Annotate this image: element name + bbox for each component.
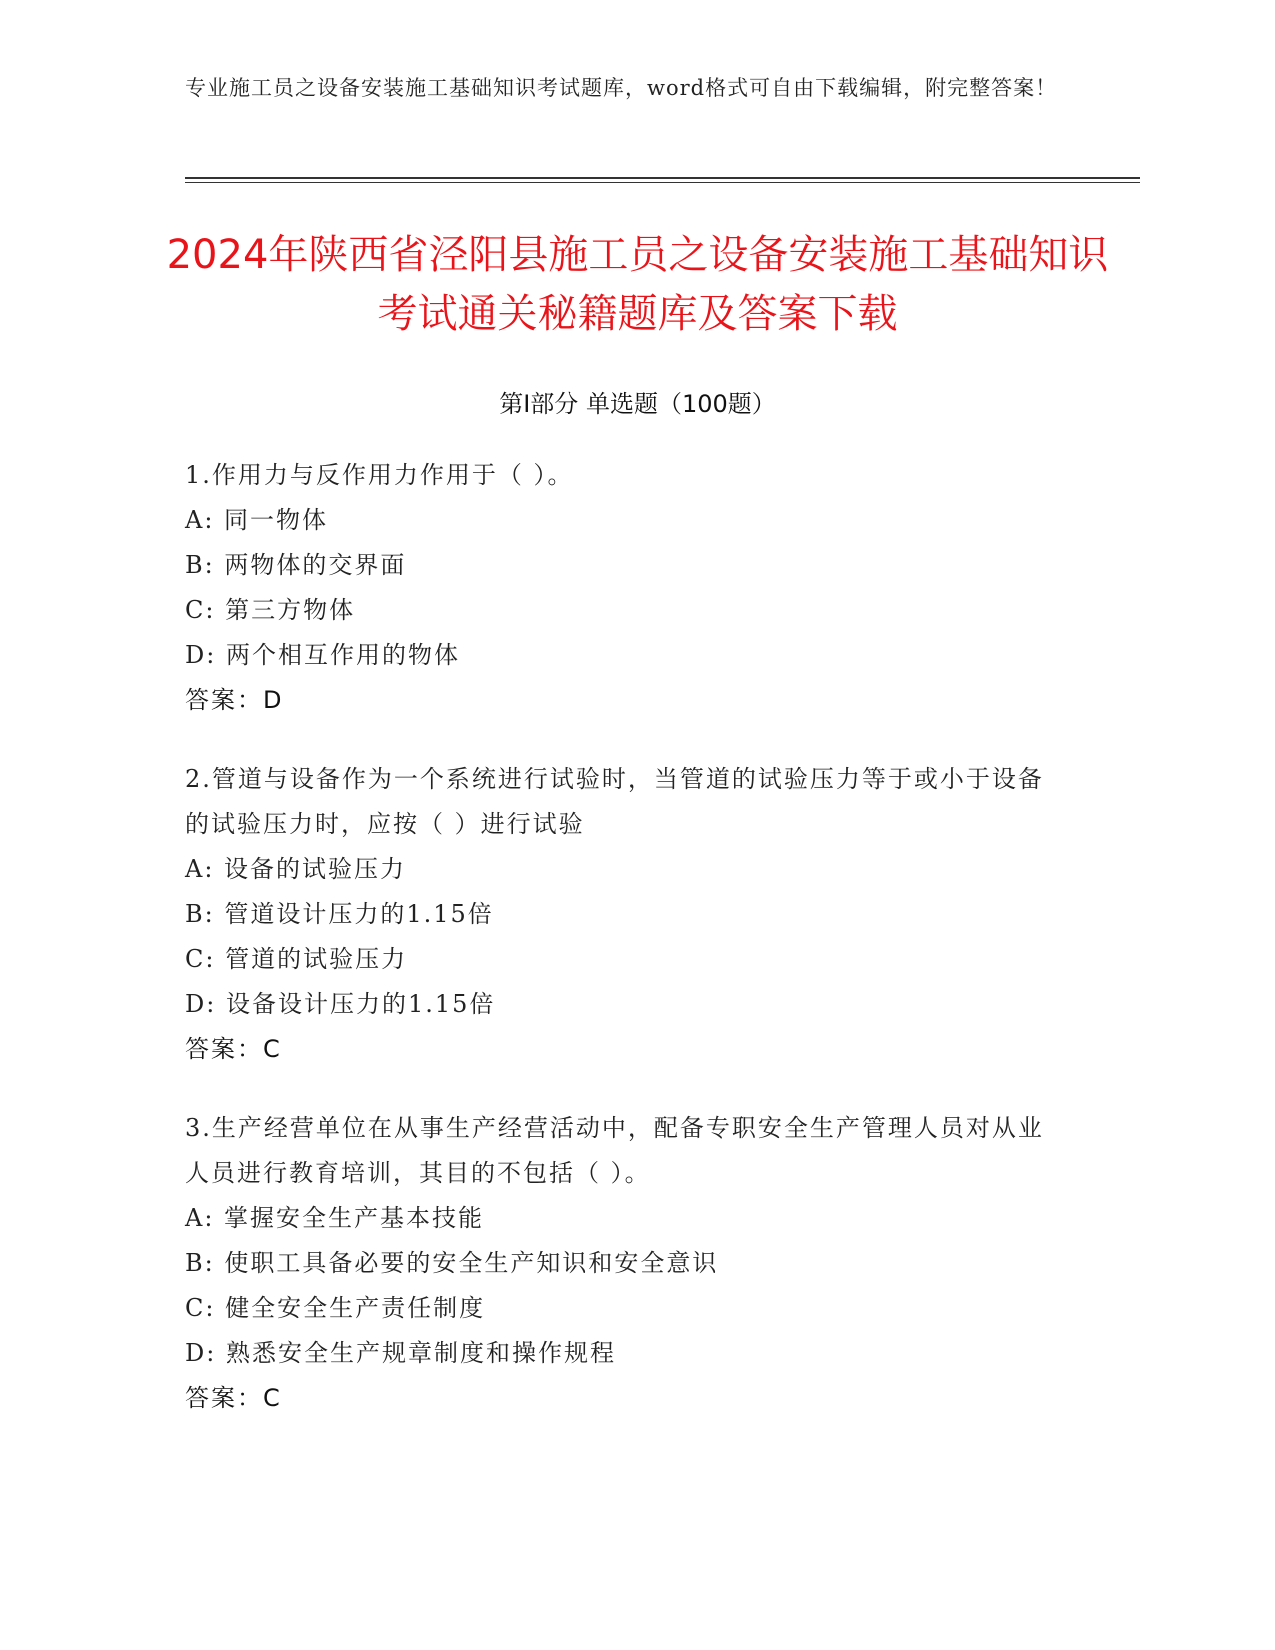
option-a: A: 掌握安全生产基本技能 (185, 1204, 485, 1232)
question-stem: 1.作用力与反作用力作用于（ ）。 (185, 461, 574, 489)
option-c: C: 健全安全生产责任制度 (185, 1294, 486, 1322)
question-2 (185, 757, 1065, 1072)
option-a: A: 设备的试验压力 (185, 855, 407, 883)
question-3 (185, 1106, 1065, 1421)
option-d: D: 设备设计压力的1.15倍 (185, 990, 496, 1018)
option-d: D: 两个相互作用的物体 (185, 641, 460, 669)
option-b: B: 两物体的交界面 (185, 551, 407, 579)
answer-value: C (263, 1035, 280, 1063)
option-c: C: 管道的试验压力 (185, 945, 408, 973)
answer-value: D (263, 686, 282, 714)
option-b: B: 使职工具备必要的安全生产知识和安全意识 (185, 1249, 719, 1277)
header-note: 专业施工员之设备安装施工基础知识考试题库，word格式可自由下载编辑，附完整答案！ (185, 76, 1058, 100)
header-divider-thick (185, 177, 1140, 179)
header-divider-thin (185, 182, 1140, 183)
answer-line (185, 678, 1065, 723)
question-stem: 2.管道与设备作为一个系统进行试验时，当管道的试验压力等于或小于设备的试验压力时，应按（ ）进行试验 (185, 765, 1044, 838)
section-heading: 第Ⅰ部分 单选题（100题） (499, 390, 776, 418)
question-1 (185, 453, 1065, 723)
option-b: B: 管道设计压力的1.15倍 (185, 900, 494, 928)
document-title: 2024年陕西省泾阳县施工员之设备安装施工基础知识考试通关秘籍题库及答案下载 (166, 232, 1109, 337)
answer-value: C (263, 1384, 280, 1412)
option-d: D: 熟悉安全生产规章制度和操作规程 (185, 1339, 616, 1367)
answer-label: 答案： (185, 1384, 263, 1412)
option-a: A: 同一物体 (185, 506, 329, 534)
answer-label: 答案： (185, 1035, 263, 1063)
answer-line (185, 1027, 1065, 1072)
answer-label: 答案： (185, 686, 263, 714)
option-c: C: 第三方物体 (185, 596, 356, 624)
answer-line (185, 1376, 1065, 1421)
question-stem: 3.生产经营单位在从事生产经营活动中，配备专职安全生产管理人员对从业人员进行教育培训，其目的不包括（ ）。 (185, 1114, 1044, 1187)
